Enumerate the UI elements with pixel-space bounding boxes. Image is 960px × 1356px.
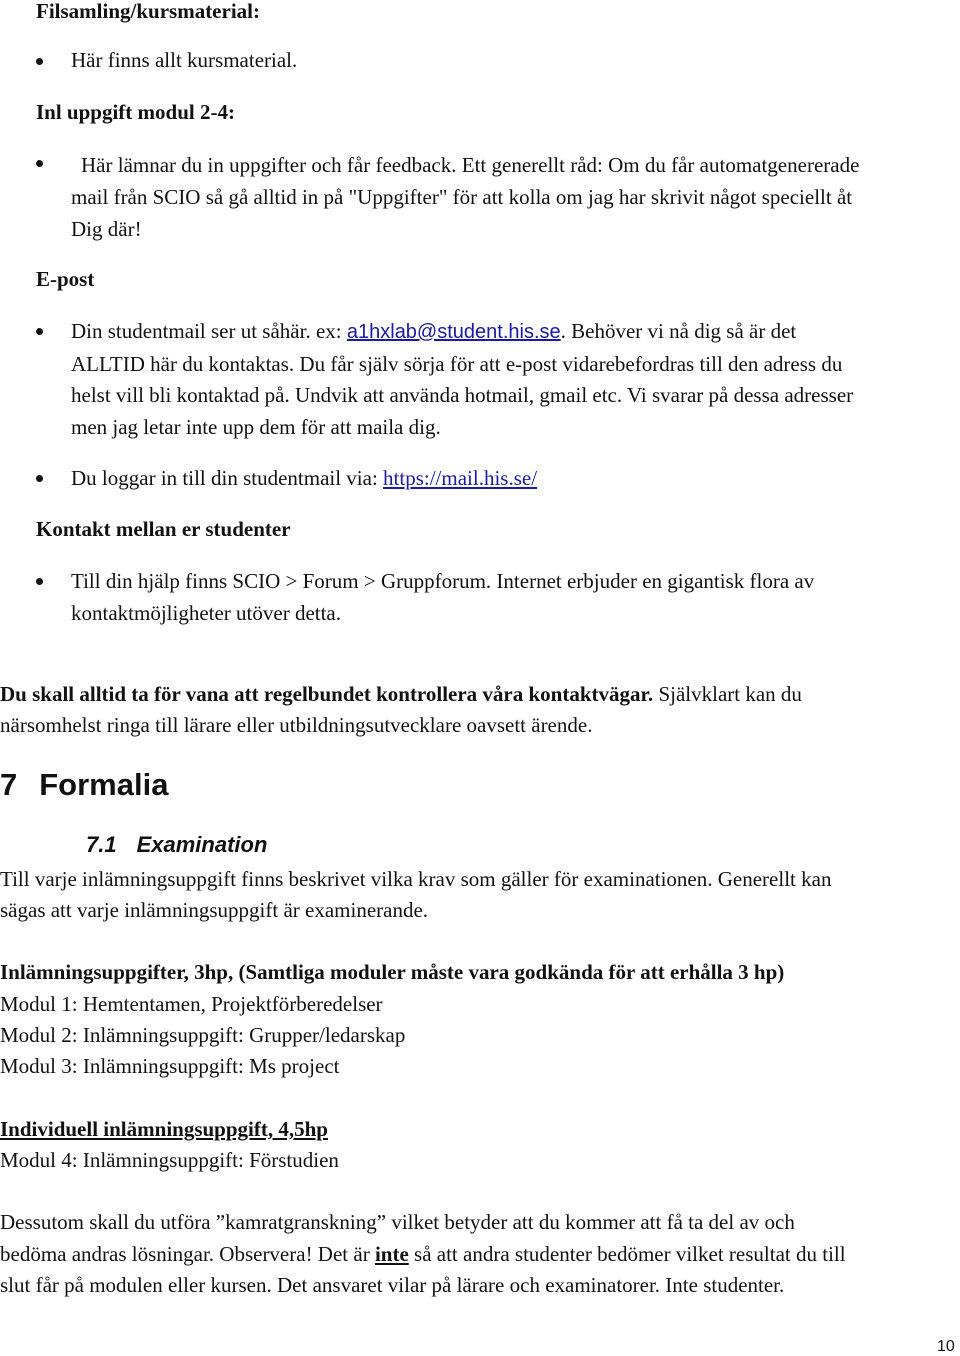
student-email-link[interactable]: a1hxlab@student.his.se [346, 321, 561, 343]
reminder-line-1 [0, 679, 802, 710]
text: bedöma andras lösningar. Observera! Det är [0, 1242, 375, 1266]
mail-login-link[interactable]: https://mail.his.se/ [383, 466, 538, 490]
section-number: 7.1 [86, 832, 117, 857]
list-item: Modul 2: Inlämningsuppgift: Grupper/ledarskap [0, 1023, 406, 1047]
bullet-icon [36, 328, 43, 335]
text: Du loggar in till din studentmail via: [71, 466, 384, 490]
text: Din studentmail ser ut såhär. ex: [71, 319, 347, 343]
bullet-text-line: ALLTID här du kontaktas. Du får själv sörja för att e-post vidarebefordras till den adress du [71, 351, 843, 376]
bullet-icon [36, 58, 43, 65]
peer-review-line-2 [0, 1239, 846, 1270]
text: . Behöver vi nå dig så är det [560, 319, 797, 343]
bullet-icon [36, 475, 43, 482]
bullet-text-line: men jag letar inte upp dem för att maila dig. [71, 414, 441, 439]
reminder-line-2: närsomhelst ringa till lärare eller utbildningsutvecklare oavsett ärende. [0, 713, 593, 737]
inl-uppgift-heading: Inl uppgift modul 2-4: [36, 100, 235, 124]
list-item: Modul 1: Hemtentamen, Projektförberedelser [0, 992, 383, 1016]
epost-heading: E-post [36, 267, 95, 291]
examination-line-2: sägas att varje inlämningsuppgift är examinerande. [0, 898, 429, 922]
individuell-heading: Individuell inlämningsuppgift, 4,5hp [0, 1117, 328, 1141]
inlamning-heading: Inlämningsuppgifter, 3hp, (Samtliga moduler måste vara godkända för att erhålla 3 hp) [0, 960, 785, 984]
text: så att andra studenter bedömer vilket resultat du till [408, 1242, 846, 1266]
section-7-1-heading [86, 830, 267, 860]
bullet-text-line: Till din hjälp finns SCIO > Forum > Gruppforum. Internet erbjuder en gigantisk flora av [71, 569, 815, 593]
text: Självklart kan du [653, 682, 802, 706]
bullet-text-line: Dig där! [71, 217, 142, 241]
section-number: 7 [0, 767, 18, 802]
peer-review-line-1: Dessutom skall du utföra ”kamratgranskning” vilket betyder att du kommer att få ta del av och [0, 1210, 795, 1234]
examination-line-1: Till varje inlämningsuppgift finns beskrivet vilka krav som gäller för examinationen. Generellt kan [0, 867, 832, 891]
peer-review-line-3: slut får på modulen eller kursen. Det ansvaret vilar på lärare och examinatorer. Inte studenter. [0, 1273, 785, 1297]
filsamling-heading: Filsamling/kursmaterial: [36, 0, 260, 23]
bullet-text-line: Här lämnar du in uppgifter och får feedback. Ett generellt råd: Om du får automatgenererade [81, 153, 860, 177]
bullet-icon [36, 160, 43, 167]
page-number: 10 [937, 1338, 955, 1355]
bullet-text-line: kontaktmöjligheter utöver detta. [71, 600, 342, 625]
list-item: Modul 4: Inlämningsuppgift: Förstudien [0, 1148, 339, 1172]
list-item: Modul 3: Inlämningsuppgift: Ms project [0, 1054, 340, 1078]
bullet-text-line: mail från SCIO så gå alltid in på "Uppgifter" för att kolla om jag har skrivit något speciellt åt [71, 185, 853, 209]
bullet-text: Här finns allt kursmaterial. [71, 48, 298, 72]
kontakt-heading: Kontakt mellan er studenter [36, 517, 291, 541]
bullet-icon [36, 578, 43, 585]
section-title: Examination [136, 832, 268, 857]
emphasis-inte: inte [374, 1242, 409, 1266]
reminder-bold: Du skall alltid ta för vana att regelbundet kontrollera våra kontaktvägar. [0, 682, 654, 706]
section-7-heading [0, 765, 168, 805]
section-title: Formalia [39, 767, 169, 802]
bullet-text-line: helst vill bli kontaktad på. Undvik att använda hotmail, gmail etc. Vi svarar på dessa adresser [71, 383, 854, 407]
